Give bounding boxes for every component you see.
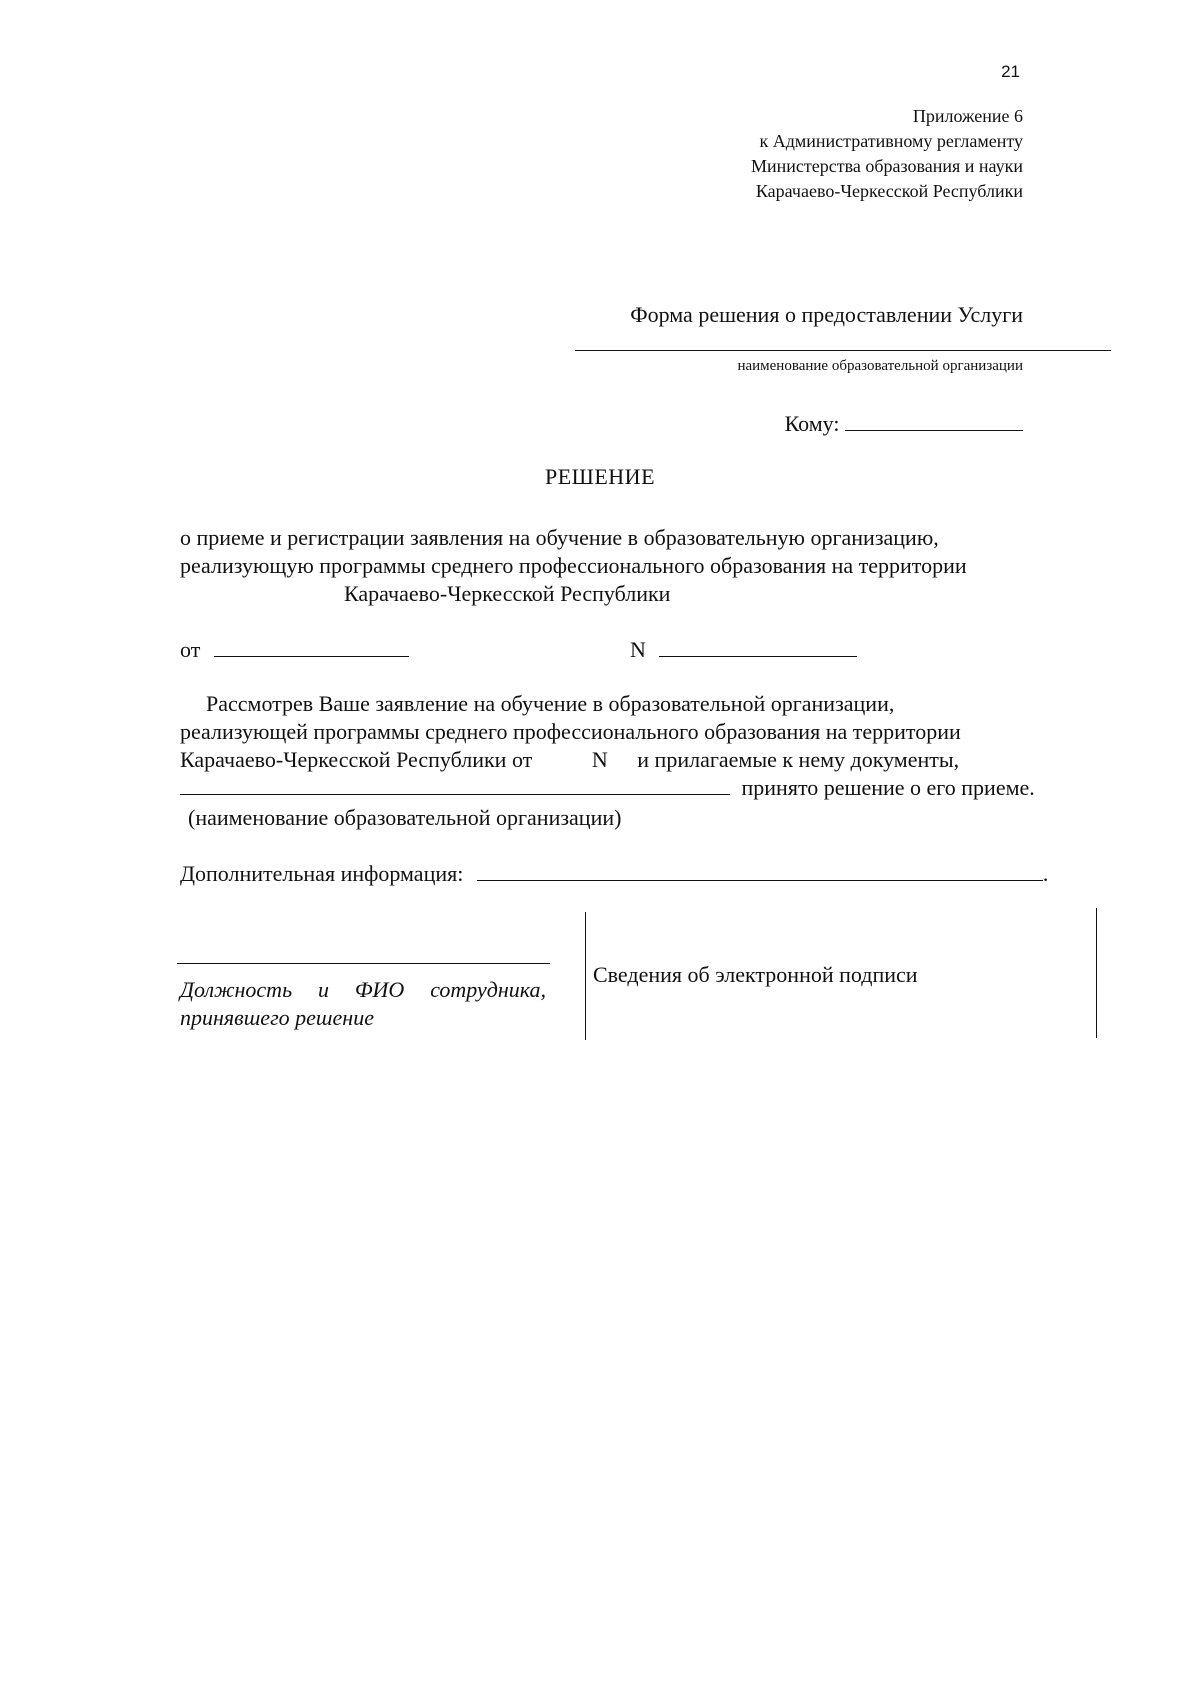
esig-box-left-border xyxy=(585,912,586,1040)
recipient-field[interactable] xyxy=(845,410,1023,431)
organization-name-caption: наименование образовательной организации xyxy=(737,358,1023,374)
body-text: и прилагаемые к нему документы, xyxy=(637,747,960,772)
signature-caption-line: принявшего решение xyxy=(180,1005,374,1030)
number-row xyxy=(630,636,857,663)
annex-line: к Административному регламенту xyxy=(759,131,1023,151)
subject-line: реализующую программы среднего профессионального образования на территории xyxy=(180,553,967,578)
subject-line: Карачаево-Черкесской Республики xyxy=(344,581,671,606)
subject-line: о приеме и регистрации заявления на обучение в образовательную организацию, xyxy=(180,525,939,550)
number-field[interactable] xyxy=(659,636,857,657)
number-label: N xyxy=(630,637,646,662)
annex-header xyxy=(751,104,1023,204)
recipient-row xyxy=(785,410,1023,437)
signature-line[interactable] xyxy=(177,963,550,964)
date-row xyxy=(180,636,409,663)
electronic-signature-label: Сведения об электронной подписи xyxy=(593,962,918,987)
body-line: реализующей программы среднего профессионального образования на территории xyxy=(180,719,961,744)
date-field[interactable] xyxy=(214,636,409,657)
body-number-label: N xyxy=(591,747,608,772)
signature-caption xyxy=(180,976,546,1032)
body-text: Карачаево-Черкесской Республики от xyxy=(180,747,533,772)
annex-line: Приложение 6 xyxy=(912,106,1023,126)
recipient-label: Кому: xyxy=(784,411,840,436)
organization-name-field[interactable] xyxy=(575,350,1111,351)
annex-line: Карачаево-Черкесской Республики xyxy=(755,181,1023,201)
signature-caption-line: Должность и ФИО сотрудника, xyxy=(180,977,546,1002)
additional-info-field[interactable] xyxy=(477,860,1043,881)
esig-box-right-border xyxy=(1096,908,1097,1038)
additional-info-period: . xyxy=(1042,861,1049,886)
decision-title: РЕШЕНИЕ xyxy=(544,464,656,489)
additional-info-label: Дополнительная информация: xyxy=(180,861,464,886)
body-line: Рассмотрев Ваше заявление на обучение в образовательной организации, xyxy=(206,691,895,716)
date-label: от xyxy=(180,637,201,662)
body-text: принято решение о его приеме. xyxy=(741,775,1035,800)
additional-info-row xyxy=(180,860,1048,887)
body-line-3 xyxy=(180,746,1100,774)
organization-field[interactable] xyxy=(180,774,730,795)
annex-line: Министерства образования и науки xyxy=(750,156,1023,176)
organization-caption: (наименование образовательной организации) xyxy=(188,805,622,830)
body-line-4 xyxy=(180,774,1100,802)
page-number: 21 xyxy=(1001,62,1020,81)
decision-body xyxy=(180,690,1100,802)
decision-subject xyxy=(180,524,1070,608)
form-title: Форма решения о предоставлении Услуги xyxy=(630,302,1023,327)
